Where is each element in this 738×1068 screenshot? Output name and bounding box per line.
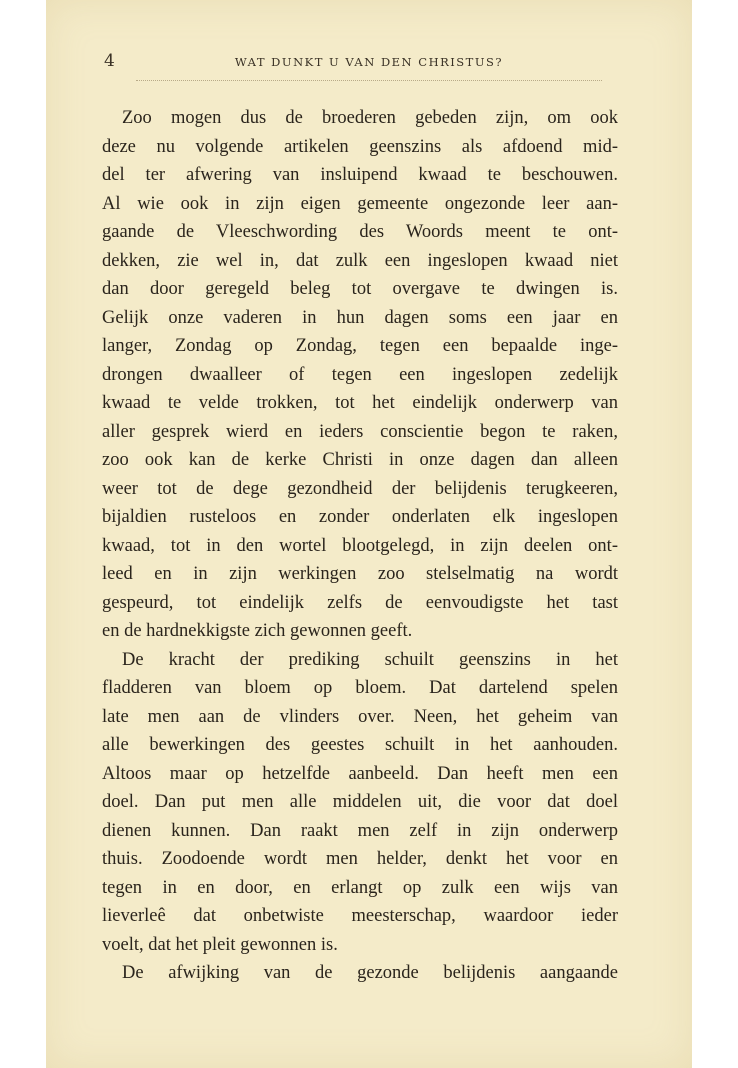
text-line: gespeurd, tot eindelijk zelfs de eenvoudigste het tast [102,592,618,613]
text-line: deze nu volgende artikelen geenszins als afdoend mid- [102,136,618,157]
page-number: 4 [104,51,115,71]
text-line: drongen dwaalleer of tegen een ingeslopen zedelijk [102,364,618,385]
text-line: langer, Zondag op Zondag, tegen een bepaalde inge- [102,336,618,356]
text-line: late men aan de vlinders over. Neen, het geheim van [102,706,618,727]
text-line: lieverleê dat onbetwiste meesterschap, waardoor ieder [102,906,618,926]
text-line: en de hardnekkigste zich gewonnen geeft. [102,621,413,641]
text-line: gaande de Vleeschwording des Woords meent te ont- [102,222,618,242]
body-text [102,104,618,988]
text-line: zoo ook kan de kerke Christi in onze dagen dan alleen [102,450,618,470]
header-rule [136,80,602,81]
text-line: dienen kunnen. Dan raakt men zelf in zijn onderwerp [102,820,618,841]
text-line: alle bewerkingen des geestes schuilt in het aanhouden. [102,735,618,755]
text-line: kwaad, tot in den wortel blootgelegd, in zijn deelen ont- [102,535,618,556]
text-line: De afwijking van de gezonde belijdenis aangaande [122,963,618,983]
text-line: leed en in zijn werkingen zoo stelselmatig na wordt [102,564,618,584]
text-line: kwaad te velde trokken, tot het eindelijk onderwerp van [102,393,618,413]
text-line: Al wie ook in zijn eigen gemeente ongezonde leer aan- [102,193,618,214]
text-line: Altoos maar op hetzelfde aanbeeld. Dan heeft men een [102,763,618,784]
text-line: thuis. Zoodoende wordt men helder, denkt het voor en [102,849,618,869]
text-line: Zoo mogen dus de broederen gebeden zijn, om ook [122,108,618,128]
text-line: voelt, dat het pleit gewonnen is. [102,934,338,955]
text-line: Gelijk onze vaderen in hun dagen soms een jaar en [102,307,618,328]
running-title: WAT DUNKT U VAN DEN CHRISTUS? [234,55,504,69]
book-page [46,0,692,1068]
text-line: aller gesprek wierd en ieders conscientie begon te raken, [102,421,618,442]
text-line: del ter afwering van insluipend kwaad te beschouwen. [102,165,618,185]
text-line: De kracht der prediking schuilt geenszins in het [122,649,618,670]
text-line: doel. Dan put men alle middelen uit, die voor dat doel [102,792,618,812]
text-line: bijaldien rusteloos en zonder onderlaten elk ingeslopen [102,507,618,527]
text-line: dekken, zie wel in, dat zulk een ingeslopen kwaad niet [102,250,618,271]
text-line: tegen in en door, en erlangt op zulk een wijs van [102,877,618,898]
text-line: weer tot de dege gezondheid der belijdenis terugkeeren, [102,478,618,499]
text-line: dan door geregeld beleg tot overgave te dwingen is. [102,279,618,299]
text-line: fladderen van bloem op bloem. Dat dartelend spelen [102,678,618,698]
